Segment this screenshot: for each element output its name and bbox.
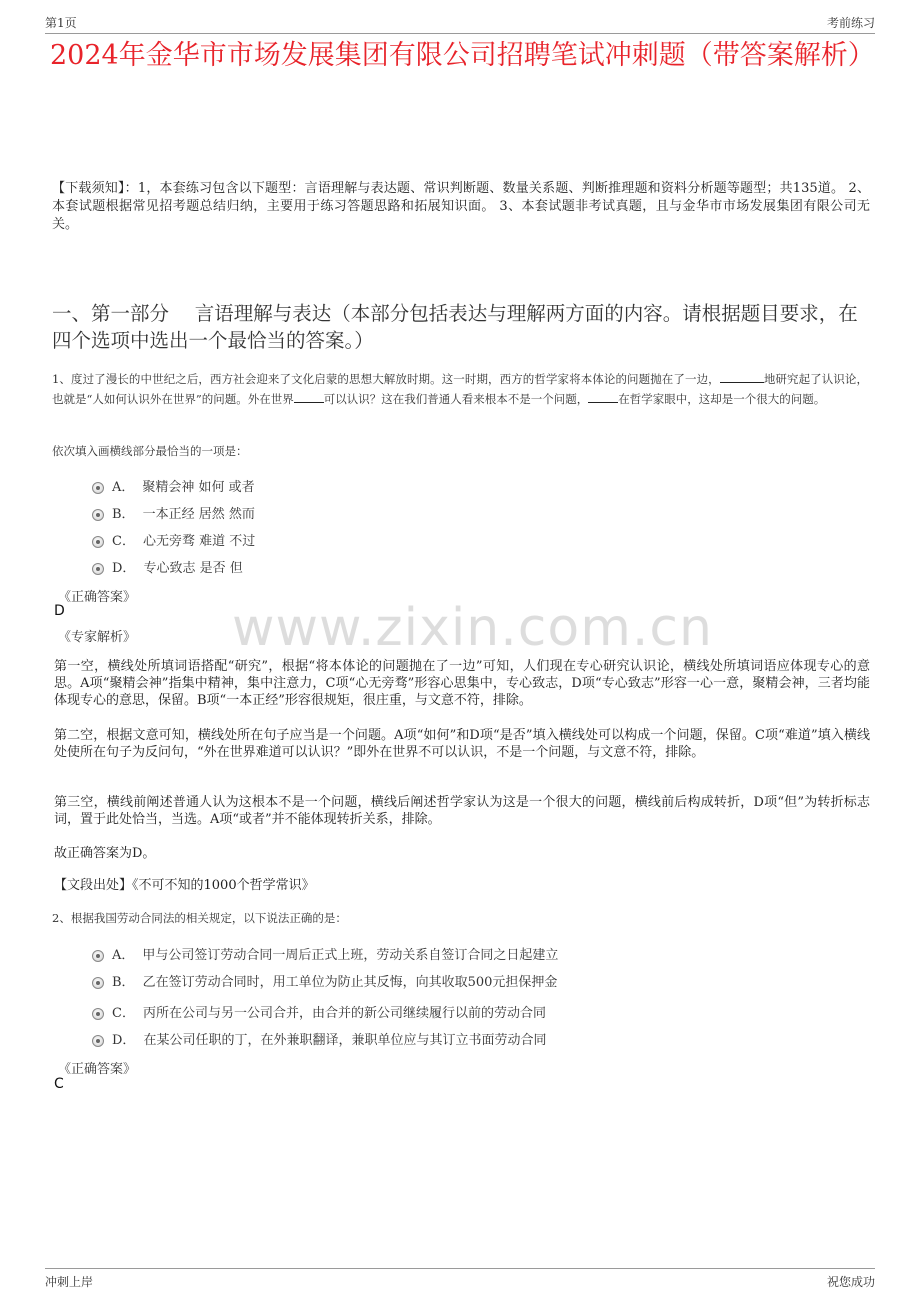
question-2-stem: 2、根据我国劳动合同法的相关规定，以下说法正确的是： [52,911,347,925]
question-1-option-a[interactable] [92,476,255,495]
radio-icon[interactable] [92,563,104,575]
watermark: www.zixin.com.cn [232,598,713,658]
option-text: 专心致志 是否 但 [143,561,243,576]
option-letter: B． [112,975,135,990]
option-text: 心无旁骛 难道 不过 [142,534,256,549]
footer-left-text: 冲刺上岸 [45,1275,94,1289]
question-1-stem [52,369,868,409]
question-2-answer: C [54,1076,64,1092]
question-2-option-d[interactable] [92,1029,546,1048]
option-text: 聚精会神 如何 或者 [142,480,255,495]
option-letter: C． [112,534,135,549]
question-1-option-d[interactable] [92,557,243,576]
question-2-answer-label: 《正确答案》 [58,1062,137,1077]
radio-icon[interactable] [92,950,104,962]
header-label: 考前练习 [826,16,875,30]
question-1-text-part2: 地研究起了认识论，也就是“人如何认识外在世界”的问题。外在世界 [52,372,868,406]
page-footer [45,1268,875,1290]
option-letter: D． [112,1033,136,1048]
option-text: 甲与公司签订劳动合同一周后正式上班，劳动关系自签订合同之日起建立 [142,948,559,963]
question-1-option-b[interactable] [92,503,255,522]
option-text: 丙所在公司与另一公司合并，由合并的新公司继续履行以前的劳动合同 [142,1006,546,1021]
radio-icon[interactable] [92,482,104,494]
page-number: 第1页 [45,16,77,30]
document-title: 2024年金华市市场发展集团有限公司招聘笔试冲刺题（带答案解析） [50,40,875,71]
radio-icon[interactable] [92,1008,104,1020]
question-1-blank-2 [294,391,324,403]
analysis-paragraph-3: 第三空，横线前阐述普通人认为这根本不是一个问题，横线后阐述哲学家认为这是一个很大的问题，横线前后构成转折，D项“但”为转折标志词，置于此处恰当，当选。A项“或者”并不能体现转折关系，排除。 [54,795,870,827]
question-2-option-a[interactable] [92,944,558,963]
question-1-answer: D [54,603,65,619]
section-heading: 一、第一部分 言语理解与表达（本部分包括表达与理解两方面的内容。请根据题目要求，在四个选项中选出一个最恰当的答案。） [52,302,858,352]
footer-right-text: 祝您成功 [826,1275,875,1289]
option-letter: A． [112,948,135,963]
analysis-conclusion: 故正确答案为D。 [54,846,156,861]
option-letter: B． [112,507,135,522]
question-1-text-part1: 1、度过了漫长的中世纪之后，西方社会迎来了文化启蒙的思想大解放时期。这一时期，西方的哲学家将本体论的问题抛在了一边， [52,372,720,386]
option-text: 乙在签订劳动合同时，用工单位为防止其反悔，向其收取500元担保押金 [142,975,558,990]
option-letter: D． [112,561,136,576]
analysis-paragraph-1: 第一空，横线处所填词语搭配“研究”，根据“将本体论的问题抛在了一边”可知，人们现在专心研究认识论，横线处所填词语应体现专心的意思。A项“聚精会神”指集中精神，集中注意力，C项“心无旁骛”形容心思集中，专心致志，D项“专心致志”形容一心一意，聚精会神，三者均能体现专心的意思，保留。B项“一本正经”形容很规矩，很庄重，与文意不符，排除。 [54,659,870,708]
radio-icon[interactable] [92,509,104,521]
analysis-paragraph-2: 第二空，根据文意可知，横线处所在句子应当是一个问题。A项“如何”和D项“是否”填入横线处可以构成一个问题，保留。C项“难道”填入横线处使所在句子为反问句，“外在世界难道可以认识？”即外在世界不可以认识，不是一个问题，与文意不符，排除。 [54,728,870,760]
question-1-text-part4: 在哲学家眼中，这却是一个很大的问题。 [618,392,826,406]
question-1-blank-1 [720,371,764,383]
option-letter: A． [112,480,135,495]
question-1-answer-label: 《正确答案》 [58,590,137,605]
question-1-analysis-label: 《专家解析》 [58,630,137,645]
question-1-blank-3 [588,391,618,403]
question-1-instruction: 依次填入画横线部分最恰当的一项是： [52,444,248,458]
option-text: 在某公司任职的丁，在外兼职翻译，兼职单位应与其订立书面劳动合同 [143,1033,547,1048]
analysis-source: 【文段出处】《不可不知的1000个哲学常识》 [54,878,315,893]
radio-icon[interactable] [92,1035,104,1047]
option-text: 一本正经 居然 然而 [142,507,255,522]
question-2-option-b[interactable] [92,971,557,990]
page-header [45,12,875,34]
radio-icon[interactable] [92,977,104,989]
question-2-option-c[interactable] [92,1002,546,1021]
question-1-text-part3: 可以认识？这在我们普通人看来根本不是一个问题， [323,392,589,406]
question-1-option-c[interactable] [92,530,255,549]
option-letter: C． [112,1006,135,1021]
download-notice: 【下载须知】：1，本套练习包含以下题型：言语理解与表达题、常识判断题、数量关系题、判断推理题和资料分析题等题型；共135道。 2、本套试题根据常见招考题总结归纳，主要用于练习答题思路和拓展知识面。 3、本套试题非考试真题，且与金华市市场发展集团有限公司无关。 [52,181,870,232]
radio-icon[interactable] [92,536,104,548]
